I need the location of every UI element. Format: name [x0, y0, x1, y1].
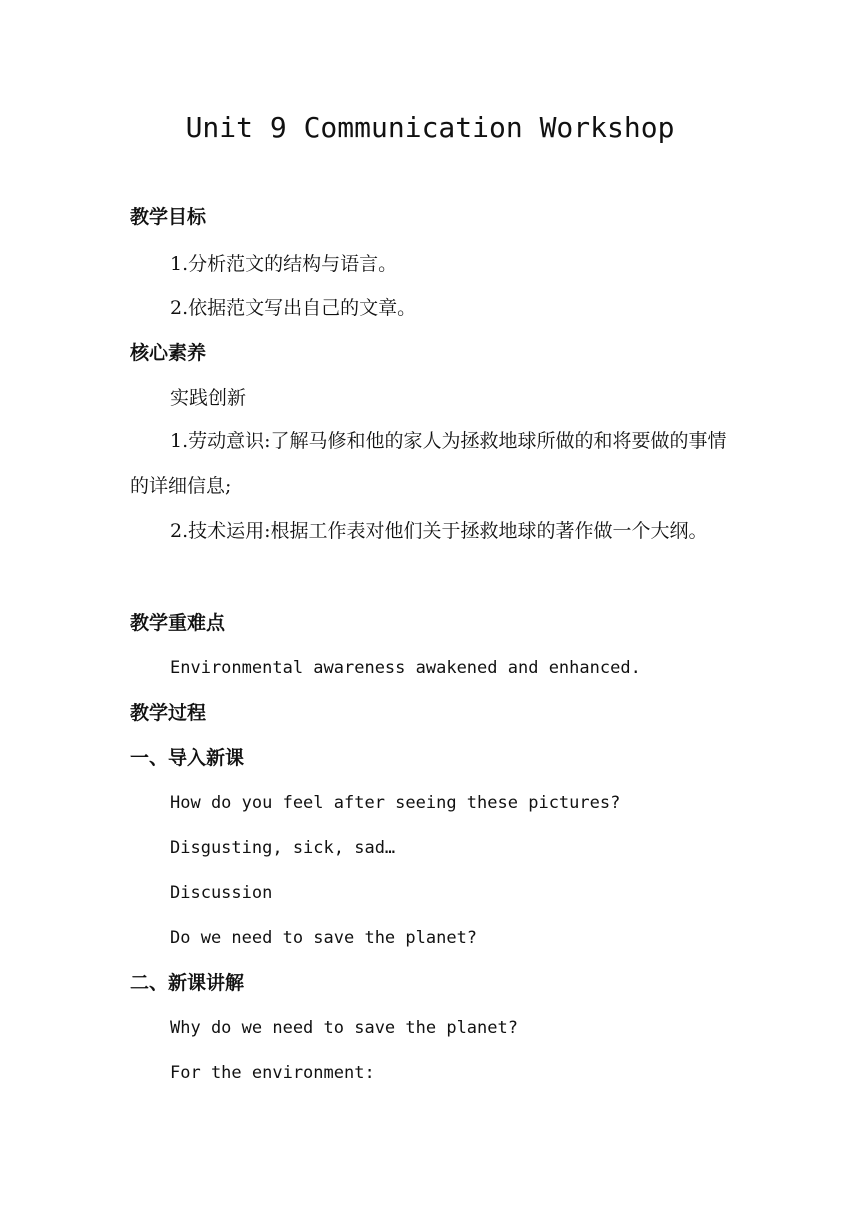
objective-item: 2.依据范文写出自己的文章。	[170, 297, 417, 319]
heading-key-points: 教学重难点	[130, 612, 226, 634]
objective-item: 1.分析范文的结构与语言。	[170, 253, 398, 275]
heading-literacy: 核心素养	[130, 342, 207, 364]
heading-objectives: 教学目标	[130, 206, 207, 228]
part1-line: Disgusting, sick, sad…	[170, 838, 396, 858]
heading-part1: 一、导入新课	[130, 747, 245, 769]
part1-line: Do we need to save the planet?	[170, 928, 478, 948]
literacy-subheading: 实践创新	[170, 387, 247, 409]
document-title: Unit 9 Communication Workshop	[185, 111, 675, 144]
part1-line: Discussion	[170, 883, 273, 903]
key-points-text: Environmental awareness awakened and enhanced.	[170, 658, 641, 678]
literacy-item-2: 2.技术运用:根据工作表对他们关于拯救地球的著作做一个大纲。	[170, 520, 708, 542]
part2-line: For the environment:	[170, 1063, 375, 1083]
part1-line: How do you feel after seeing these pictures?	[170, 793, 621, 813]
heading-process: 教学过程	[130, 702, 207, 724]
part2-line: Why do we need to save the planet?	[170, 1018, 518, 1038]
heading-part2: 二、新课讲解	[130, 972, 245, 994]
literacy-item-1: 1.劳动意识:了解马修和他的家人为拯救地球所做的和将要做的事情的详细信息;	[130, 430, 727, 497]
